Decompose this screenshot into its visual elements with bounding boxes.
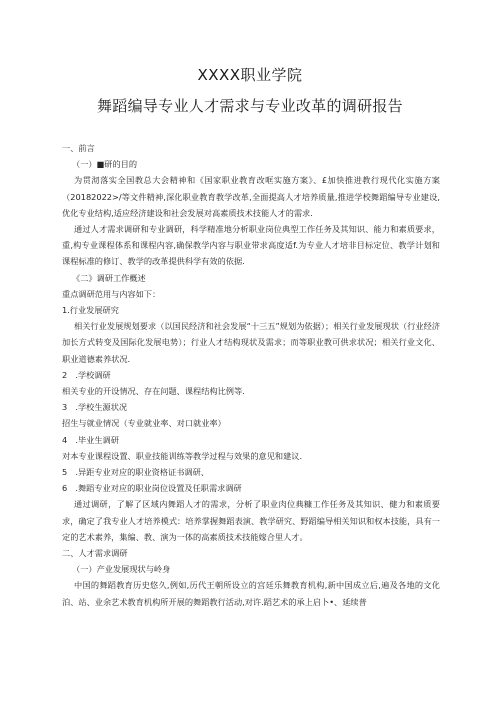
text-line: 1.行业发展研究 <box>62 305 119 316</box>
text-line: （一）产业发展现状与岭身 <box>72 564 171 575</box>
text-line: 招生与就业情况（专业就业率、对口就业率） <box>62 418 226 429</box>
text-line: 2 .学校调研 <box>62 369 111 380</box>
text-line: 5 .异距专业对应的职业资格证书调研、 <box>62 467 209 478</box>
text-line: 中国的舞蹈教育历史悠久,例如,历代王朝所设立的宫廷乐舞教育机构,新中国成立后,遍及各地的文化泊、站、业余艺术教育机构所开展的舞蹈教行活动,对许.蹈艺术的承上启卜•、延续普 <box>62 580 440 607</box>
text-line: 重点调研范用与内容如下： <box>62 288 161 299</box>
text-line: （一）■研的目的 <box>72 159 138 170</box>
text-line: 二、人才需求调研 <box>62 548 128 559</box>
report-title: 舞蹈编导专业人才需求与专业改革的调研报告 <box>96 97 403 115</box>
text-line: 通过人才需求调研和专业调研，科学精准地分析职业岗位典型工作任务及其知识、能力和素质要求，重,构专业课程体系和课程内容,确保教学内容与职业带求高度适f.为专业人才培非目标定位、教学计划和课程标准的修订、教学的改革提供科学有效的依据. <box>62 224 440 267</box>
text-line: 一、前言 <box>62 143 95 153</box>
text-line: 3 .学校生源状况 <box>62 402 128 413</box>
text-line: 相关专业的开设情况、存在问题、课程结构比例等. <box>62 386 245 397</box>
institution-title: XXXX职业学院 <box>197 66 303 84</box>
text-line: 通过调研，了解了区域内舞蹈人才的需求，分析了职业肉位典糠工作任务及其知识、健力和素质要求，确定了我专业人才培养模式：培养掌握舞蹈表演、教学研究、野蹈编导相关知识和权本技能，具有一定的艺术素养，集编、教、演为一体的高素质技术技能嫁合里人才。 <box>62 499 440 542</box>
text-line: 4 .毕业生调研 <box>62 434 119 445</box>
text-line: 《二》调研工作概述 <box>72 272 146 283</box>
text-line: 对本专业课程设置、职业技能训练等教学过程与效果的意见和建议. <box>62 450 303 461</box>
text-line: 相关行业发展规划要求（以国民经济和社会发展“十三五”规划为依据）；相关行业发展现状（行业经济加长方式转变及国际化发展电势）；行业人才结构现状及需求；而等职业教可供求状况；相关行业文化、职业道德素养状况. <box>62 321 440 364</box>
text-line: 6 .舞蹈专业对应的职业岗位设置及任职需求调研 <box>62 483 242 494</box>
report-body <box>62 140 440 610</box>
text-line: 为贯沏落实全国教总大会精神和《国家职业教育改哐实施方案》、£加快推进教行现代化实施方案（20182022>/等文件精神,深化职业教育教学改革,全面提高人才培养质量,推进学校舞蹈编导专业建设,优化专业结构,适应经济建设和社会发展对高素质技术技能人才的需求. <box>62 175 440 218</box>
